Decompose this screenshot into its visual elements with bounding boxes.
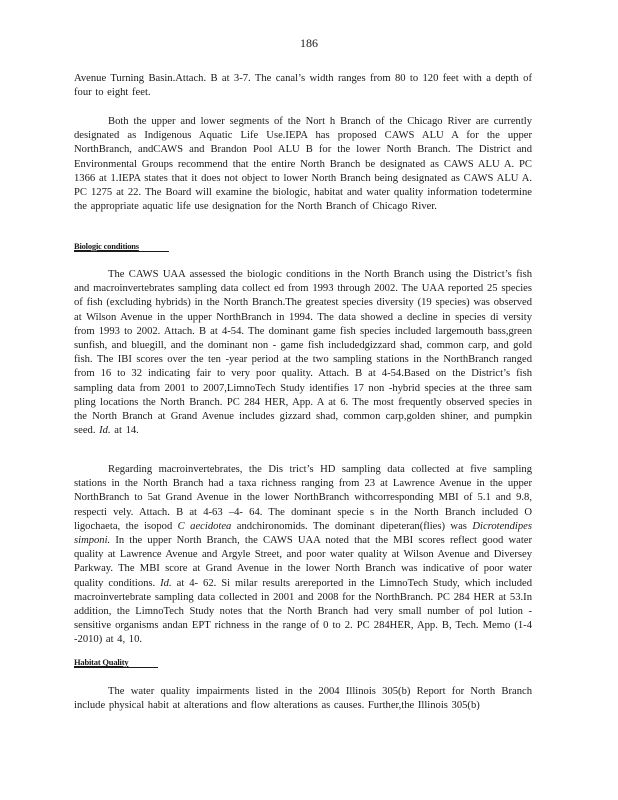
citation-id: Id.: [99, 425, 111, 437]
text-run: Regarding macroinvertebrates, the Dis trict’s HD sampling data collected at five sampling stations in the North Branch had a taxa richness ranging from 23 at Lawrence Avenue in the upper NorthBranch to 5at Grand Avenue in the lower NorthBranch withcorresponding MBI of 5.1 and 9.8, respecti vely. Attach. B at 4-63 –4- 64. The dominant specie s in the North Branch included O ligochaeta, the isopod: [74, 464, 532, 532]
paragraph-text: [74, 268, 532, 438]
paragraph-macroinvertebrates: [74, 463, 532, 648]
italic-species-name: C aecidotea: [177, 520, 232, 532]
paragraph-text: The water quality impairments listed in the 2004 Illinois 305(b) Report for North Branch include physical habit at alterations and flow alterations as causes. Further,the Illinois 305(b): [74, 686, 532, 712]
paragraph-text: Both the upper and lower segments of the Nort h Branch of the Chicago River are currently designated as Indigenous Aquatic Life Use.IEPA has proposed CAWS ALU A for the upper NorthBranch, andCAWS and Brandon Pool ALU B for the lower North Branch. The District and Environmental Groups recommend that the entire North Branch be designated as CAWS ALU A. PC 1366 at 1.IEPA states that it does not object to lower North Branch being designated as CAWS ALU A. PC 1275 at 22. The Board will examine the biologic, habitat and water quality information todetermine the appropriate aquatic life use designation for the North Branch of Chicago River.: [74, 116, 532, 213]
text-run: andchironomids. The dominant dipeteran(flies) was: [231, 520, 473, 532]
paragraph-canal-width: [74, 72, 532, 100]
page-number: 186: [300, 36, 318, 50]
paragraph-tail: at 14.: [110, 425, 139, 437]
italic-species-name: Dicrotendipes simponi.: [74, 520, 532, 547]
citation-id: Id.: [160, 577, 172, 589]
paragraph-body: The CAWS UAA assessed the biologic conditions in the North Branch using the District’s fish and macroinvertebrates sampling data collect ed from 1993 through 2002. The UAA reported 25 species of fish (excluding hybrids) in the North Branch.The greatest species diversity (19 species) was observed at Wilson Avenue in the upper NorthBranch in 1994. The data showed a decline in species di versity from 1993 to 2002. Attach. B at 4-54. The dominant game fish species included largemouth bass,green sunfish, and bluegill, and the dominant non - game fish includedgizzard shad, common carp, and gold fish. The IBI scores over the ten -year period at the two sampling stations in the NorthBranch ranged from 16 to 32 indicating fair to very poor quality. Attach. B at 4-54.Based on the District’s fish sampling data from 2001 to 2007,LimnoTech Study identifies 17 non -hybrid species at the three sam pling locations the North Branch. PC 284 HER, App. A at 6. The most frequently observed species in the North Branch at Grand Avenue includes gizzard shad, common carp,golden shiner, and pumpkin seed.: [74, 269, 532, 437]
paragraph-designation: [74, 115, 532, 214]
heading-habitat-quality: Habitat Quality: [74, 657, 158, 668]
paragraph-habitat: [74, 685, 532, 713]
text-run: at 4- 62. Si milar results arereported in the LimnoTech Study, which included macroinvertebrate sampling data collected in 2001 and 2008 for the NorthBranch. PC 284 HER at 53.In addition, the LimnoTech Study notes that the North Branch had very small number of pol lution -sensitive organisms andan EPT richness in the range of 0 to 2. PC 284HER, App. B, Tech. Memo (1-4 -2010) at 4, 10.: [74, 577, 532, 646]
paragraph-fish-biology: [74, 268, 532, 438]
paragraph-text: [74, 463, 532, 648]
heading-biologic-conditions: Biologic conditions: [74, 241, 169, 252]
paragraph-text: Avenue Turning Basin.Attach. B at 3-7. The canal’s width ranges from 80 to 120 feet with a depth of four to eight feet.: [74, 73, 532, 99]
text-run: In the upper North Branch, the CAWS UAA noted that the MBI scores reflect good water quality at Lawrence Avenue and Argyle Street, and poor water quality at Wilson Avenue and Diversey Parkway. The MBI score at Grand Avenue in the lower North Branch was indicative of poor water quality conditions.: [74, 535, 532, 589]
